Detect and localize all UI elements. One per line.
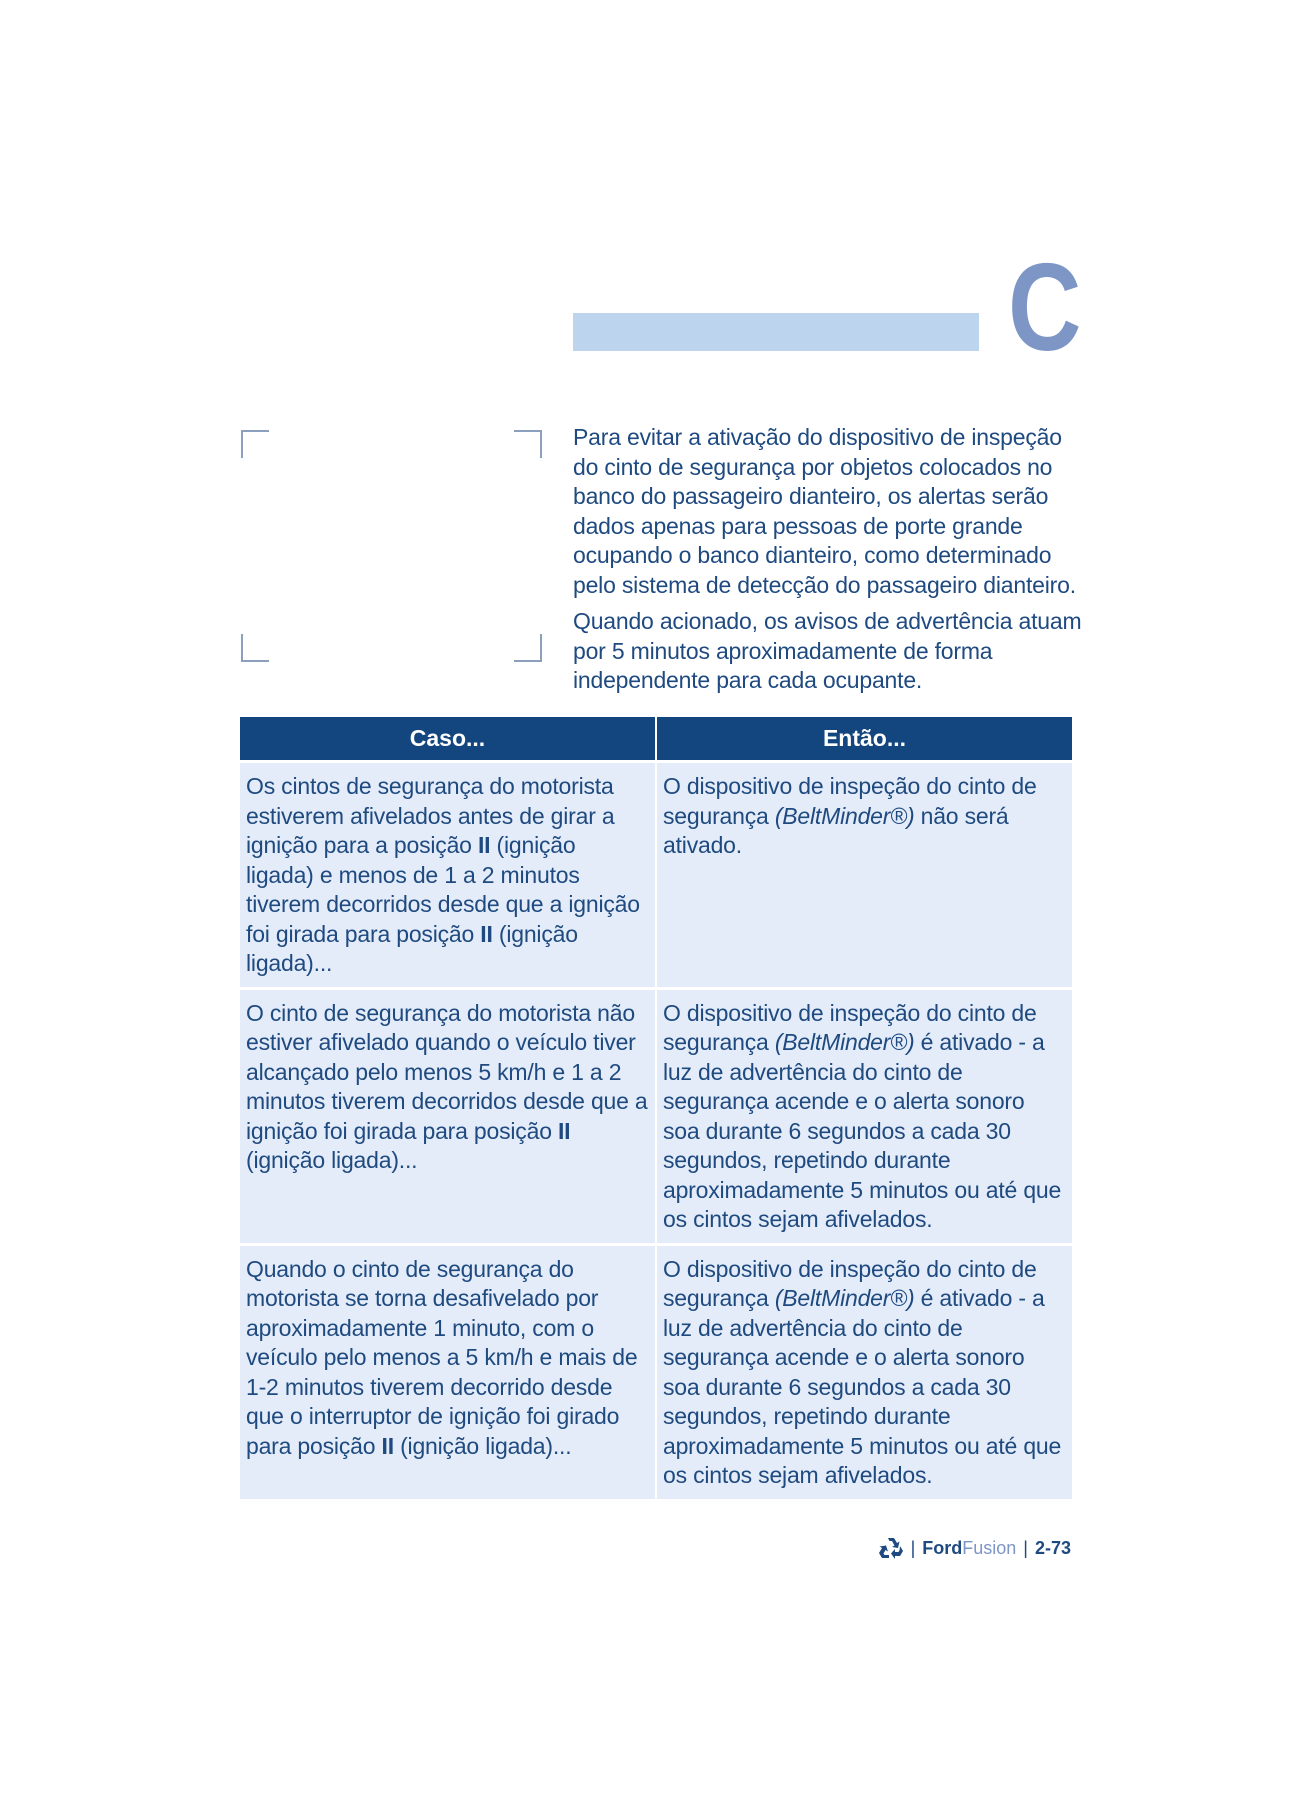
entao-cell: O dispositivo de inspeção do cinto de segurança (BeltMinder®) é ativado - a luz de advertência do cinto de segurança acende e o alerta sonoro soa durante 6 segundos a cada 30 segundos, repetindo durante aproximadamente 5 minutos ou até que os cintos sejam afivelados.	[656, 988, 1072, 1244]
header-entao: Então...	[656, 717, 1072, 762]
caso-cell: O cinto de segurança do motorista não estiver afivelado quando o veículo tiver alcançado pelo menos 5 km/h e 1 a 2 minutos tiverem decorridos desde que a ignição foi girada para posição II (ignição ligada)...	[240, 988, 656, 1244]
intro-text	[573, 423, 1093, 703]
footer-separator: |	[910, 1538, 916, 1558]
table-header-row	[240, 717, 1072, 762]
section-bar	[573, 313, 979, 351]
image-placeholder-corner-bottom-left	[241, 634, 269, 662]
intro-paragraph-2: Quando acionado, os avisos de advertência atuam por 5 minutos aproximadamente de forma independente para cada ocupante.	[573, 608, 1082, 693]
footer-brand: FordFusion	[922, 1538, 1017, 1558]
footer-separator: |	[1023, 1538, 1028, 1558]
page-footer	[878, 1535, 1071, 1561]
header-caso: Caso...	[240, 717, 656, 762]
image-placeholder-corner-top-right	[514, 430, 542, 458]
table-row	[240, 988, 1072, 1244]
entao-cell: O dispositivo de inspeção do cinto de segurança (BeltMinder®) é ativado - a luz de advertência do cinto de segurança acende e o alerta sonoro soa durante 6 segundos a cada 30 segundos, repetindo durante aproximadamente 5 minutos ou até que os cintos sejam afivelados.	[656, 1244, 1072, 1499]
table-row	[240, 1244, 1072, 1499]
intro-paragraph-1: Para evitar a ativação do dispositivo de inspeção do cinto de segurança por objetos colocados no banco do passageiro dianteiro, os alertas serão dados apenas para pessoas de porte grande ocupando o banco dianteiro, como determinado pelo sistema de detecção do passageiro dianteiro.	[573, 424, 1076, 598]
entao-cell: O dispositivo de inspeção do cinto de segurança (BeltMinder®) não será ativado.	[656, 762, 1072, 989]
image-placeholder-corner-bottom-right	[514, 634, 542, 662]
image-placeholder-corner-top-left	[241, 430, 269, 458]
recycle-icon	[878, 1536, 904, 1560]
page-number: 2-73	[1034, 1538, 1071, 1558]
table-row	[240, 762, 1072, 989]
beltminder-table	[240, 717, 1072, 1499]
caso-cell: Os cintos de segurança do motorista estiverem afivelados antes de girar a ignição para a posição II (ignição ligada) e menos de 1 a 2 minutos tiverem decorridos desde que a ignição foi girada para posição II (ignição ligada)...	[240, 762, 656, 989]
section-letter: C	[1008, 239, 1082, 377]
caso-cell: Quando o cinto de segurança do motorista se torna desafivelado por aproximadamente 1 minuto, com o veículo pelo menos a 5 km/h e mais de 1-2 minutos tiverem decorrido desde que o interruptor de ignição foi girado para posição II (ignição ligada)...	[240, 1244, 656, 1499]
